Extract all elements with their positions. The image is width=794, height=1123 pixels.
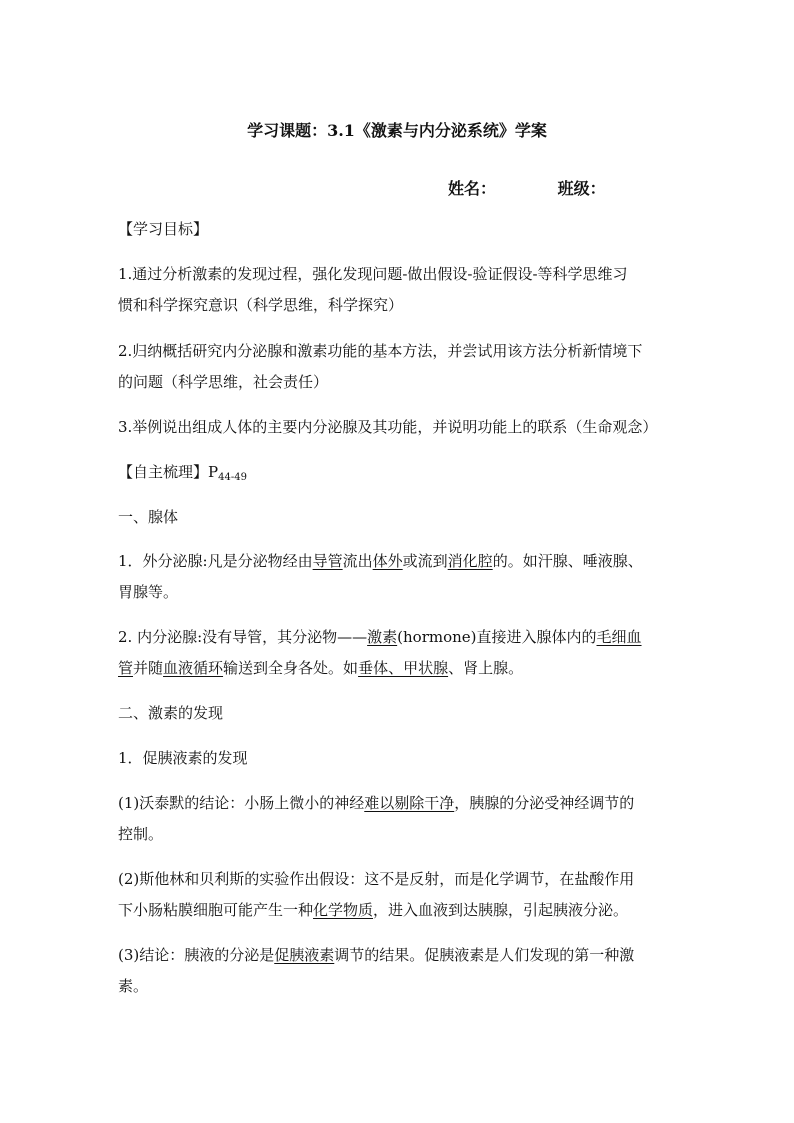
text-span: 输送到全身各处。如 [223, 659, 359, 677]
name-label: 姓名： [448, 179, 497, 198]
answer-blood-circulation: 血液循环 [163, 659, 224, 677]
text-span: 并随 [133, 659, 164, 677]
text-span: (1)沃泰默的结论：小肠上微小的神经 [118, 794, 365, 812]
text-span: 调节的结果。促胰液素是人们发现的第一种激 [334, 946, 635, 964]
q2-line-2 [118, 900, 628, 920]
q3-line-2: 素。 [118, 977, 149, 995]
section-self-review-label: 【自主梳理】 [118, 463, 209, 481]
answer-secretin: 促胰液素 [274, 946, 335, 964]
goal-1-line-2: 惯和科学探究意识（科学思维，科学探究） [118, 296, 404, 314]
exocrine-line-1 [118, 551, 643, 571]
heading-hormone-discovery: 二、激素的发现 [118, 704, 224, 722]
answer-capillary-end: 管 [118, 659, 134, 677]
document-title: 学习课题：3.1《激素与内分泌系统》学案 [247, 121, 547, 140]
goal-2-line-1: 2.归纳概括研究内分泌腺和激素功能的基本方法，并尝试用该方法分析新情境下 [118, 342, 643, 360]
endocrine-line-1 [118, 627, 642, 647]
page-range: 44-49 [218, 472, 247, 483]
goal-2-line-2: 的问题（科学思维，社会责任） [118, 373, 329, 391]
answer-chemical-substance: 化学物质 [313, 901, 374, 919]
text-span: 流出 [342, 552, 373, 570]
q3-line-1 [118, 945, 634, 965]
exocrine-line-2: 胃腺等。 [118, 583, 179, 601]
text-span: 1．外分泌腺:凡是分泌物经由 [118, 552, 313, 570]
answer-capillary: 毛细血 [596, 628, 642, 646]
page-ref: P [208, 463, 219, 481]
q1-line-2: 控制。 [118, 825, 164, 843]
goal-1-line-1: 1.通过分析激素的发现过程，强化发现问题-做出假设-验证假设-等科学思维习 [118, 265, 628, 283]
answer-outside-body: 体外 [372, 552, 403, 570]
heading-glands: 一、腺体 [118, 508, 179, 526]
answer-digestive-cavity: 消化腔 [447, 552, 493, 570]
class-label: 班级： [557, 179, 606, 198]
answer-pituitary-thyroid: 垂体、甲状腺 [358, 659, 449, 677]
section-self-review [118, 462, 247, 488]
text-span: 下小肠粘膜细胞可能产生一种 [118, 901, 314, 919]
q1-line-1 [118, 793, 634, 813]
subheading-secretin: 1．促胰液素的发现 [118, 749, 248, 767]
text-span: (3)结论：胰液的分泌是 [118, 946, 275, 964]
text-span: 或流到 [402, 552, 448, 570]
answer-duct: 导管 [312, 552, 343, 570]
text-span: 2. 内分泌腺:没有导管，其分泌物—— [118, 628, 368, 646]
name-class-row [448, 176, 606, 199]
endocrine-line-2 [118, 658, 523, 678]
section-learning-goals: 【学习目标】 [118, 220, 209, 238]
answer-hormone: 激素 [367, 628, 398, 646]
text-span: 、肾上腺。 [448, 659, 524, 677]
goal-3: 3.举例说出组成人体的主要内分泌腺及其功能，并说明功能上的联系（生命观念） [118, 418, 658, 436]
text-span: ，胰腺的分泌受神经调节的 [454, 794, 635, 812]
text-span: 的。如汗腺、唾液腺、 [492, 552, 643, 570]
text-span: ，进入血液到达胰腺，引起胰液分泌。 [373, 901, 629, 919]
answer-hard-to-remove: 难以剔除干净 [364, 794, 455, 812]
text-span: (hormone)直接进入腺体内的 [397, 628, 597, 646]
q2-line-1: (2)斯他林和贝利斯的实验作出假设：这不是反射，而是化学调节，在盐酸作用 [118, 870, 635, 888]
